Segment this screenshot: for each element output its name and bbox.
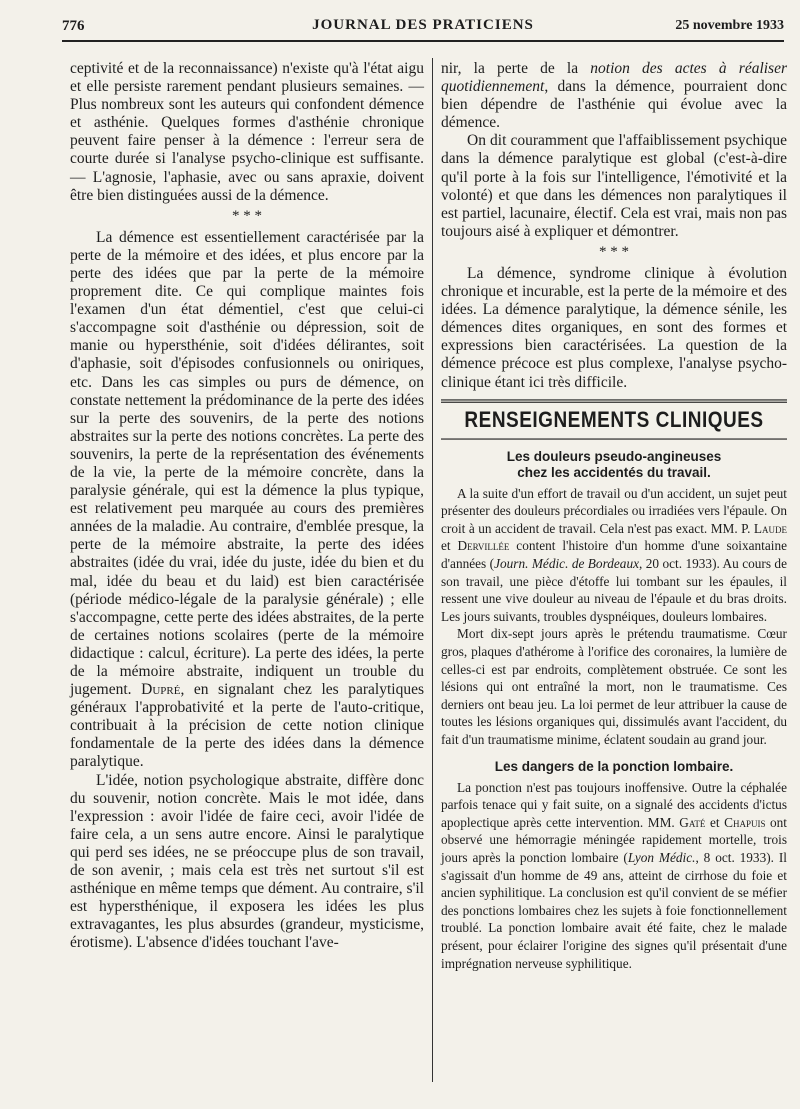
column-divider [432,58,433,1082]
author-name: Laude [753,520,787,536]
note-2-text-b: ont observé une hémorragie méningée rapidement mortelle, trois jours après la ponction lombaire ( [441,814,787,865]
page-number: 776 [62,18,85,34]
journal-reference: Lyon Médic. [627,849,696,865]
clinical-notes [441,449,787,972]
left-paragraph-1: ceptivité et de la reconnaissance) n'existe qu'à l'état aigu et elle persiste rarement pendant plusieurs semaines. — Plus nombreux sont les auteurs qui confondent démence et asthénie. Quelques formes d'asthénie chronique peuvent faire penser à la démence : l'erreur sera de courte durée si l'analyse psycho-clinique est suffisante. — L'agnosie, l'aphasie, avec ou sans apraxie, doivent être bien distinguées aussi de la démence. [70,60,424,204]
page-header [62,14,784,42]
right-paragraph-1-start: nir, la perte de la [441,60,591,77]
note-1-text-b: content l'histoire d'un homme d'une soixantaine d'années ( [441,538,787,572]
left-column [70,60,424,953]
emphasis-text: notion des actes à réaliser quotidiennement [441,60,788,96]
right-paragraph-1-end: , dans la démence, pourraient donc bien dépendre de l'asthénie qui évolue avec la démence. [441,78,787,132]
author-name: Gaté [679,814,706,830]
subheading-line-1: Les douleurs pseudo-angineuses [506,448,722,464]
right-column [441,60,787,972]
asterism [441,245,787,259]
asterism [70,209,424,223]
note-1-paragraph-1 [441,485,787,626]
conjunction: et [705,814,725,830]
author-name: Chapuis [724,814,766,830]
note-2-text-a: La ponction n'est pas toujours inoffensive. Outre la céphalée parfois tenace qui y fait suite, on a signalé des accidents d'ictus apoplectique après cette intervention. MM. [441,779,787,830]
note-2-text-c: , 8 oct. 1933). Il s'agissait d'un homme de 49 ans, atteint de cirrhose du foie et ancien syphilitique. La conclusion est qu'il convient de se méfier des ponctions lombaires chez les sujets à foie fonctionnellement troublé. La ponction lombaire avait été faite, chez le malade présent, pour éclairer l'origine des signes qu'il présentait d'une imprégnation nerveuse syphilitique. [441,849,787,971]
left-paragraph-2-text: La démence est essentiellement caractérisée par la perte de la mémoire et des idées, et plus encore par la perte des idées que par la perte de la mémoire proprement dite. Ce qui complique maintes fois l'examen d'un état démentiel, c'est que celui-ci s'accompagne soit d'asthénie ou dépression, soit de manie ou hypersthénie, soit d'idées délirantes, soit d'aphasie, soit d'épisodes confusionnels ou oniriques, etc. Dans les cas simples ou purs de démence, on constate nettement la prédominance de la perte des idées sur la perte des souvenirs, de la perte des notions abstraites sur la perte des notions concrètes. La perte des souvenirs, la perte de la représentation des événements de la vie, la perte de la mémoire concrète, dans la paralysie générale, qui est la démence la plus typique, est relativement peu marquée au cours des premières années de la maladie. Au contraire, d'emblée presque, la perte de la mémoire abstraite, la perte des idées abstraites (idée du vrai, idée du juste, idée du bien et du mal, idée du beau et du laid) est bien caractérisée (période médico-légale de la paralysie générale) ; elle s'accompagne, cette perte des idées abstraites, de la perte de certaines notions scolaires (perte de la mémoire didactique : calcul, écriture). La perte des idées, la perte de la mémoire abstraite, indiquent un trouble du jugement. [70,228,424,699]
subheading-ponction: Les dangers de la ponction lombaire. [494,758,734,774]
right-paragraph-3: La démence, syndrome clinique à évolution chronique et incurable, est la perte de la mémoire et des idées. La démence paralytique, la démence sénile, les démences dites organiques, en sont des formes et expressions bien caractérisées. La question de la démence précoce est plus complexe, l'analyse psycho-clinique étant ici très difficile. [441,264,787,391]
journal-reference: Journ. Médic. de Bordeaux [494,556,640,572]
issue-date: 25 novembre 1933 [675,18,784,33]
left-paragraph-2 [70,229,424,772]
conjunction: et [441,538,458,554]
left-paragraph-3: L'idée, notion psychologique abstraite, diffère donc du souvenir, notion concrète. Mais le mot idée, dans l'expression : avoir l'idée de faire ceci, avoir l'idée de faire cela, a un sens autre encore. Ainsi le paralytique qui perd ses idées, ne se préoccupe plus de son travail, de son avenir, ; mais cela est très net surtout s'il est asthénique en même temps que dément. Au contraire, s'il est hypersthénique, il exposera les idées les plus extravagantes, les plus absurdes (grandeur, mysticisme, érotisme). L'absence d'idées touchant l'ave- [70,771,424,952]
note-1-text-a: A la suite d'un effort de travail ou d'un accident, un sujet peut présenter des douleurs précordiales ou irradiées vers l'épaule. On croit à un accident de travail. Cela n'est pas exact. MM. P. [441,485,787,536]
author-name: Dupré [141,681,181,699]
subheading-line-2: chez les accidentés du travail. [517,464,711,480]
note-2-paragraph-1 [441,779,787,973]
right-paragraph-1 [441,60,787,132]
left-paragraph-2-end: , en signalant chez les paralytiques généraux l'approbativité et la perte de l'auto-critique, contribuait à la précision de cette notion clinique fondamentale de la perte des idées dans la démence paralytique. [70,681,425,771]
right-paragraph-2: On dit couramment que l'affaiblissement psychique dans la démence paralytique est global (c'est-à-dire qu'il porte à la fois sur l'intelligence, l'émotivité et la volonté) et que dans les démences non paralytiques il est partiel, lacunaire, électif. Cela est vrai, mais non pas toujours aisé à expliquer et démontrer. [441,132,787,240]
subheading-douleurs [441,449,787,481]
journal-title: JOURNAL DES PRATICIENS [312,17,534,33]
note-1-paragraph-2: Mort dix-sept jours après le prétendu traumatisme. Cœur gros, plaques d'athérome à l'orifice des coronaires, la lumière de celles-ci est par endroits, complètement obstruée. Ce sont les lésions qui ont entraîné la mort, non le traumatisme. Ces derniers ont beau jeu. La loi permet de leur attribuer la cause de toutes les lésions organiques qui, dissimulés avant l'accident, du fait d'un traumatisme minime, éclatent soudain au grand jour. [441,626,787,747]
section-title: RENSEIGNEMENTS CLINIQUES [441,399,787,439]
author-name: Dervillée [457,538,510,554]
note-1-text-c: , 20 oct. 1933). Au cours de son travail, une pièce d'étoffe lui tombant sur les épaules, il ressent une vive douleur au niveau de l'épaule et du bras droits. Les jours suivants, troubles dyspnéiques, douleurs lombaires. [441,556,787,624]
asterism-text: * * * [599,243,629,260]
asterism-text: * * * [232,207,262,224]
